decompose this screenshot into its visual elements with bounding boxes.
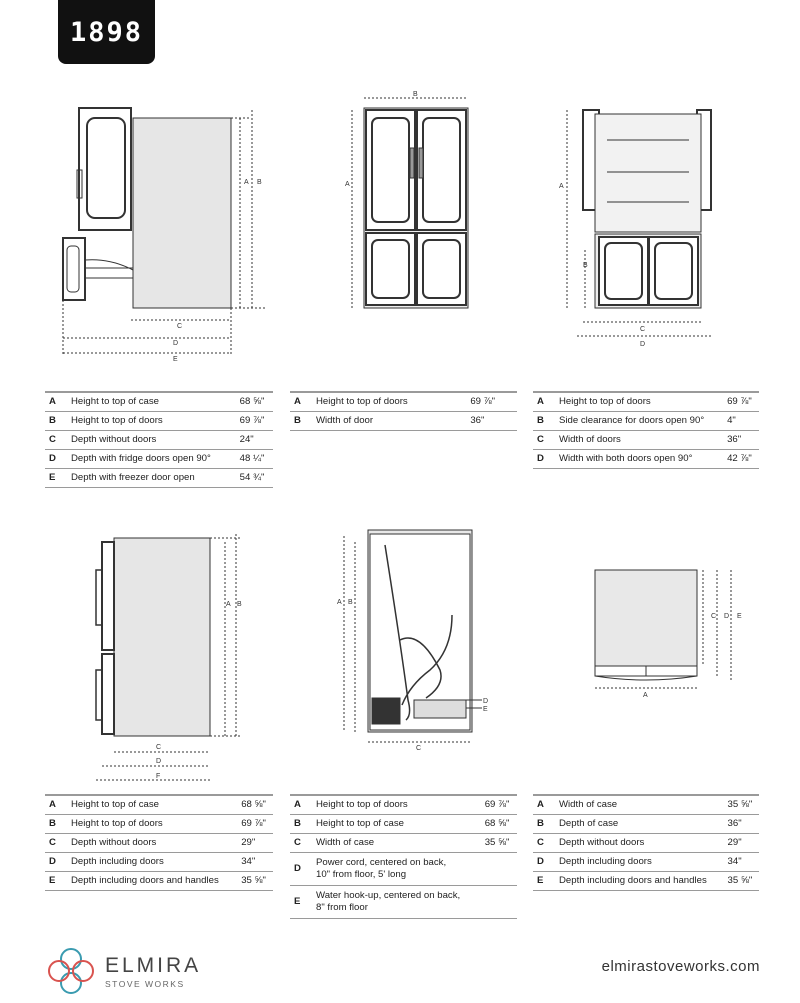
table-row: D Width with both doors open 90° 42 ⅞" <box>533 449 759 468</box>
table-row: A Height to top of doors 69 ⅞" <box>290 795 517 814</box>
table-row: B Height to top of doors 69 ⅞" <box>45 411 273 430</box>
brand-logo[interactable] <box>45 945 201 997</box>
dim-label-c: C <box>711 613 717 620</box>
side-view-doors-open-drawing <box>55 100 275 365</box>
dim-label-d: D <box>640 341 646 348</box>
spec-table-back <box>290 794 517 919</box>
table-row: A Height to top of doors 69 ⅞" <box>290 392 517 411</box>
dim-label-b: B <box>257 179 262 186</box>
dim-label-d: D <box>483 698 489 705</box>
dim-label-a: A <box>643 692 648 699</box>
table-row: C Depth without doors 29" <box>533 833 759 852</box>
dim-label-e: E <box>737 613 742 620</box>
table-row: D Power cord, centered on back, 10" from floor, 5' long <box>290 852 517 885</box>
spec-table-side <box>45 794 273 891</box>
table-row: C Width of case 35 ⅝" <box>290 833 517 852</box>
table-row: B Width of door 36" <box>290 411 517 430</box>
front-view-drawing <box>340 88 480 318</box>
table-row: A Height to top of case 68 ⅝" <box>45 795 273 814</box>
table-row: B Height to top of doors 69 ⅞" <box>45 814 273 833</box>
table-row: D Depth including doors 34" <box>533 852 759 871</box>
table-row: B Height to top of case 68 ⅝" <box>290 814 517 833</box>
table-row: A Width of case 35 ⅝" <box>533 795 759 814</box>
dim-label-f: F <box>156 773 161 780</box>
model-number: 1898 <box>69 16 144 48</box>
spec-table-front <box>290 391 517 431</box>
dim-label-d: D <box>173 340 179 347</box>
table-row: E Depth including doors and handles 35 ⅝" <box>45 871 273 890</box>
table-row: D Depth with fridge doors open 90° 48 ¼" <box>45 449 273 468</box>
dim-label-d: D <box>156 758 162 765</box>
dim-label-c: C <box>156 744 162 751</box>
dim-label-e: E <box>173 356 178 363</box>
front-view-doors-open-drawing <box>555 100 725 350</box>
dim-label-a: A <box>244 179 249 186</box>
table-row: C Depth without doors 24" <box>45 430 273 449</box>
model-badge <box>58 0 155 64</box>
dim-label-c: C <box>416 745 422 752</box>
table-row: C Depth without doors 29" <box>45 833 273 852</box>
dim-label-a: A <box>559 183 564 190</box>
table-row: B Side clearance for doors open 90° 4" <box>533 411 759 430</box>
spec-table-top <box>533 794 759 891</box>
dim-label-b: B <box>237 601 242 608</box>
brand-name: ELMIRA <box>105 953 202 977</box>
table-row: E Depth with freezer door open 54 ¾" <box>45 468 273 487</box>
table-row: A Height to top of case 68 ⅝" <box>45 392 273 411</box>
dim-label-e: E <box>483 706 488 713</box>
table-row: C Width of doors 36" <box>533 430 759 449</box>
side-view-drawing <box>90 530 260 785</box>
top-view-drawing <box>585 560 750 700</box>
table-row: E Water hook-up, centered on back, 8" from floor <box>290 885 517 918</box>
spec-table-front-open <box>533 391 759 469</box>
dim-label-b: B <box>348 599 353 606</box>
dim-label-a: A <box>226 601 231 608</box>
back-view-drawing <box>330 520 495 755</box>
website-link[interactable]: elmirastoveworks.com <box>601 958 760 975</box>
dim-label-a: A <box>337 599 342 606</box>
dim-label-c: C <box>177 323 183 330</box>
dim-label-d: D <box>724 613 730 620</box>
table-row: B Depth of case 36" <box>533 814 759 833</box>
table-row: A Height to top of doors 69 ⅞" <box>533 392 759 411</box>
dim-label-c: C <box>640 326 646 333</box>
brand-subtitle: STOVE WORKS <box>105 978 185 989</box>
table-row: E Depth including doors and handles 35 ⅝" <box>533 871 759 890</box>
spec-table-side-open <box>45 391 273 488</box>
dim-label-a: A <box>345 181 350 188</box>
table-row: D Depth including doors 34" <box>45 852 273 871</box>
flower-logo-icon <box>45 945 97 997</box>
dim-label-b: B <box>583 262 588 269</box>
dim-label-b: B <box>413 91 418 98</box>
